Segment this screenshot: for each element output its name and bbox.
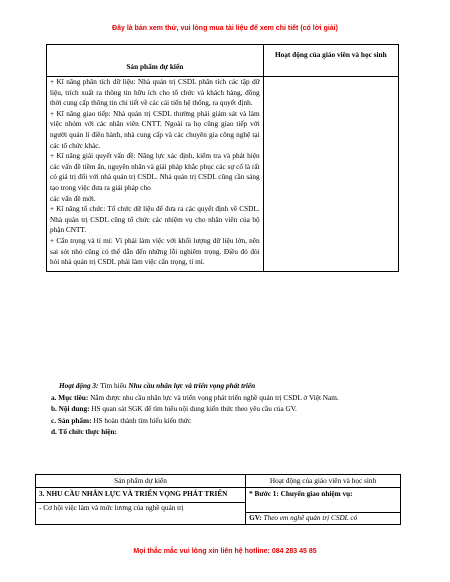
activity-product: c. Sản phẩm: HS hoàn thành tìm hiểu kiến thức bbox=[51, 416, 192, 425]
skill-problem-solving: + Kĩ năng giải quyết vấn đề: Năng lực xác định, kiểm tra và phát hiện các vấn đề tiềm ẩn, nguyên nhân và giải pháp khắc phục các sự cố là rất có giá trị đối với nhà quản trị CSDL. Nhà quản trị CSDL cũng cần sáng tạo trong việc đưa ra giải pháp cho bbox=[50, 152, 260, 192]
table1-header-activities: Hoạt động của giáo viên và học sinh bbox=[263, 45, 398, 77]
skill-problem-solving-cont: các vấn đề mới. bbox=[50, 194, 96, 203]
skill-carefulness: + Cẩn trọng và tỉ mỉ: Vì phải làm việc với khối lượng dữ liệu lớn, nên sai sót nhỏ cũng có thể dẫn đến những lỗi nghiêm trọng. Điều đó đòi hỏi nhà quản trị CSDL phải làm việc cẩn trọng, tỉ mỉ. bbox=[50, 236, 260, 267]
skill-organization: + Kĩ năng tổ chức: Tổ chức dữ liệu để đưa ra các quyết định về CSDL. Nhà quản trị CSDL cũng tổ chức các nhiệm vụ cho nhân viên của bộ phận CNTT. bbox=[50, 205, 260, 235]
teacher-question: GV: Theo em nghề quản trị CSDL có bbox=[249, 513, 358, 522]
hotline-banner: Mọi thắc mắc vui lòng xin liên hệ hotline: 084 283 45 85 bbox=[133, 548, 317, 555]
table1-header-products: Sản phẩm dự kiến bbox=[47, 45, 264, 77]
table1-products-cell bbox=[47, 77, 264, 272]
skill-communication: + Kĩ năng giao tiếp: Nhà quản trị CSDL thường phải giám sát và làm việc nhóm với các nhân viên CNTT. Ngoài ra họ cũng giao tiếp với người quản lí điều hành, nhà cung cấp và các chuyên gia công nghệ tại các tổ chức khác. bbox=[50, 109, 260, 150]
preview-notice-banner: Đây là bản xem thử, vui lòng mua tài liệu để xem chi tiết (có lời giải) bbox=[112, 25, 338, 32]
table2-activities-cell bbox=[246, 488, 401, 525]
table1-activities-cell bbox=[263, 77, 398, 272]
section-3-title: 3. NHU CẦU NHÂN LỰC VÀ TRIỂN VỌNG PHÁT TRIỂN bbox=[39, 490, 228, 498]
job-opportunity-text: - Cơ hội việc làm và mức lương của nghề quản trị bbox=[39, 503, 184, 512]
skill-data-analysis: + Kĩ năng phân tích dữ liệu: Nhà quản trị CSDL phân tích các tập dữ liệu, trích xuất ra thông tin hữu ích cho tổ chức và khách hàng, đồng thời cung cấp thông tin chi tiết về các cải tiến hệ thống, ra quyết định. bbox=[50, 78, 260, 108]
activity-3-section bbox=[46, 381, 406, 439]
activity-objective: a. Mục tiêu: Nắm được nhu cầu nhân lực và triển vọng phát triển nghề quản trị CSDL ở Việt Nam. bbox=[51, 393, 339, 402]
table2-header-activities: Hoạt động của giáo viên và học sinh bbox=[246, 475, 401, 488]
activity-organization: d. Tổ chức thực hiện: bbox=[51, 428, 117, 437]
activity-3-title: Hoạt động 3: Tìm hiểu Nhu cầu nhân lực và triển vọng phát triển bbox=[59, 382, 256, 390]
table2-products-cell bbox=[36, 488, 246, 525]
step-1-label: * Bước 1: Chuyển giao nhiệm vụ: bbox=[249, 490, 353, 498]
activity-content: b. Nội dung: HS quan sát SGK để tìm hiểu nội dung kiến thức theo yêu cầu của GV. bbox=[51, 405, 297, 414]
table2-header-products: Sản phẩm dự kiến bbox=[36, 475, 246, 488]
expected-products-table-continued bbox=[46, 44, 399, 272]
activity-3-table bbox=[35, 474, 401, 525]
